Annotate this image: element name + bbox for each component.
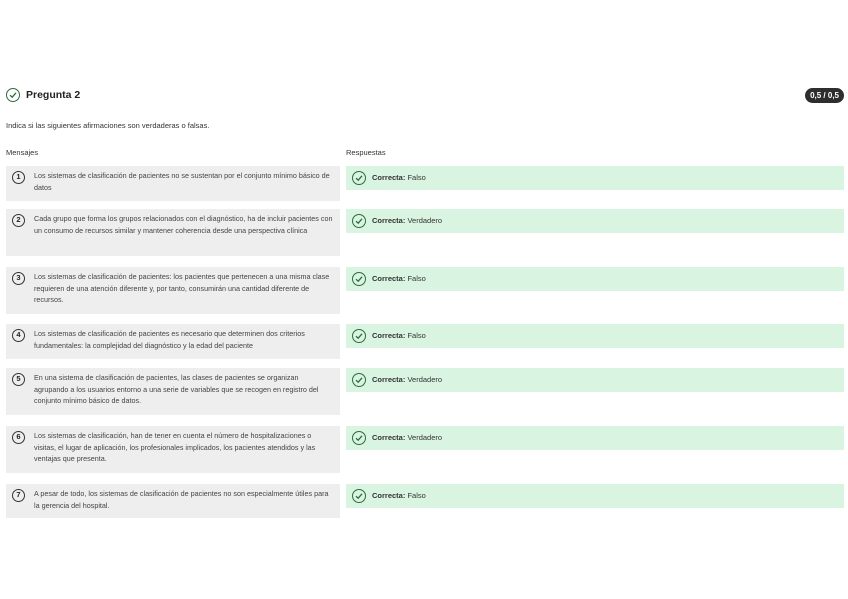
answer-value: Verdadero <box>407 433 443 442</box>
check-circle-icon <box>352 214 366 228</box>
message-text: Los sistemas de clasificación de pacientes es necesario que determinen dos criterios fundamentales: la complejidad del diagnóstico y la edad del paciente <box>34 329 305 350</box>
answers-column-header: Respuestas <box>346 148 386 157</box>
message-text: Los sistemas de clasificación, han de tener en cuenta el número de hospitalizaciones o visitas, el lugar de aplicación, los profesionales implicados, los pacientes atendidos y las ventajas que presenta. <box>34 431 316 463</box>
message-item <box>6 209 340 256</box>
message-text: A pesar de todo, los sistemas de clasificación de pacientes no son especialmente útiles para la gerencia del hospital. <box>34 489 329 510</box>
check-circle-icon <box>352 272 366 286</box>
item-number: 3 <box>12 272 25 285</box>
answer-status-label: Correcta: <box>372 331 406 340</box>
answer-item <box>346 426 844 450</box>
answer-status-label: Correcta: <box>372 433 406 442</box>
answer-status-label: Correcta: <box>372 491 406 500</box>
answer-value: Falso <box>407 491 426 500</box>
check-circle-icon <box>352 431 366 445</box>
check-circle-icon <box>352 489 366 503</box>
messages-column-header: Mensajes <box>6 148 39 157</box>
item-number: 4 <box>12 329 25 342</box>
message-text: Los sistemas de clasificación de pacientes: los pacientes que pertenecen a una misma clase requieren de una atención diferente y, por tanto, consumirán una cantidad diferente de recursos. <box>34 272 330 304</box>
message-item <box>6 426 340 473</box>
check-circle-icon <box>352 329 366 343</box>
message-item <box>6 267 340 314</box>
check-circle-icon <box>6 88 20 102</box>
answer-value: Verdadero <box>407 216 443 225</box>
item-number: 7 <box>12 489 25 502</box>
message-text: En una sistema de clasificación de pacientes, las clases de pacientes se organizan agrupando a los usuarios entorno a una serie de variables que se recogen en registro del conjunto mínimo básico de datos. <box>34 373 319 405</box>
item-number: 5 <box>12 373 25 386</box>
answer-status-label: Correcta: <box>372 173 406 182</box>
answer-value: Falso <box>407 173 426 182</box>
check-circle-icon <box>352 373 366 387</box>
answer-status-label: Correcta: <box>372 274 406 283</box>
item-number: 1 <box>12 171 25 184</box>
answer-item <box>346 484 844 508</box>
question-header <box>6 88 844 104</box>
answer-value: Verdadero <box>407 375 443 384</box>
score-badge: 0,5 / 0,5 <box>805 88 844 103</box>
instruction-text: Indica si las siguientes afirmaciones son verdaderas o falsas. <box>6 121 210 130</box>
answer-status-label: Correcta: <box>372 375 406 384</box>
message-text: Los sistemas de clasificación de pacientes no se sustentan por el conjunto mínimo básico de datos <box>34 171 330 192</box>
answer-value: Falso <box>407 331 426 340</box>
answer-item <box>346 267 844 291</box>
message-item <box>6 368 340 415</box>
answer-status-label: Correcta: <box>372 216 406 225</box>
question-title: Pregunta 2 <box>26 89 81 101</box>
answer-item <box>346 166 844 190</box>
answer-item <box>346 324 844 348</box>
answer-item <box>346 209 844 233</box>
answer-value: Falso <box>407 274 426 283</box>
message-item <box>6 324 340 359</box>
item-number: 2 <box>12 214 25 227</box>
message-item <box>6 166 340 201</box>
check-circle-icon <box>352 171 366 185</box>
message-item <box>6 484 340 518</box>
item-number: 6 <box>12 431 25 444</box>
answer-item <box>346 368 844 392</box>
message-text: Cada grupo que forma los grupos relacionados con el diagnóstico, ha de incluir pacientes con un consumo de recursos similar y mantener coherencia desde una perspectiva clínica <box>34 214 333 235</box>
